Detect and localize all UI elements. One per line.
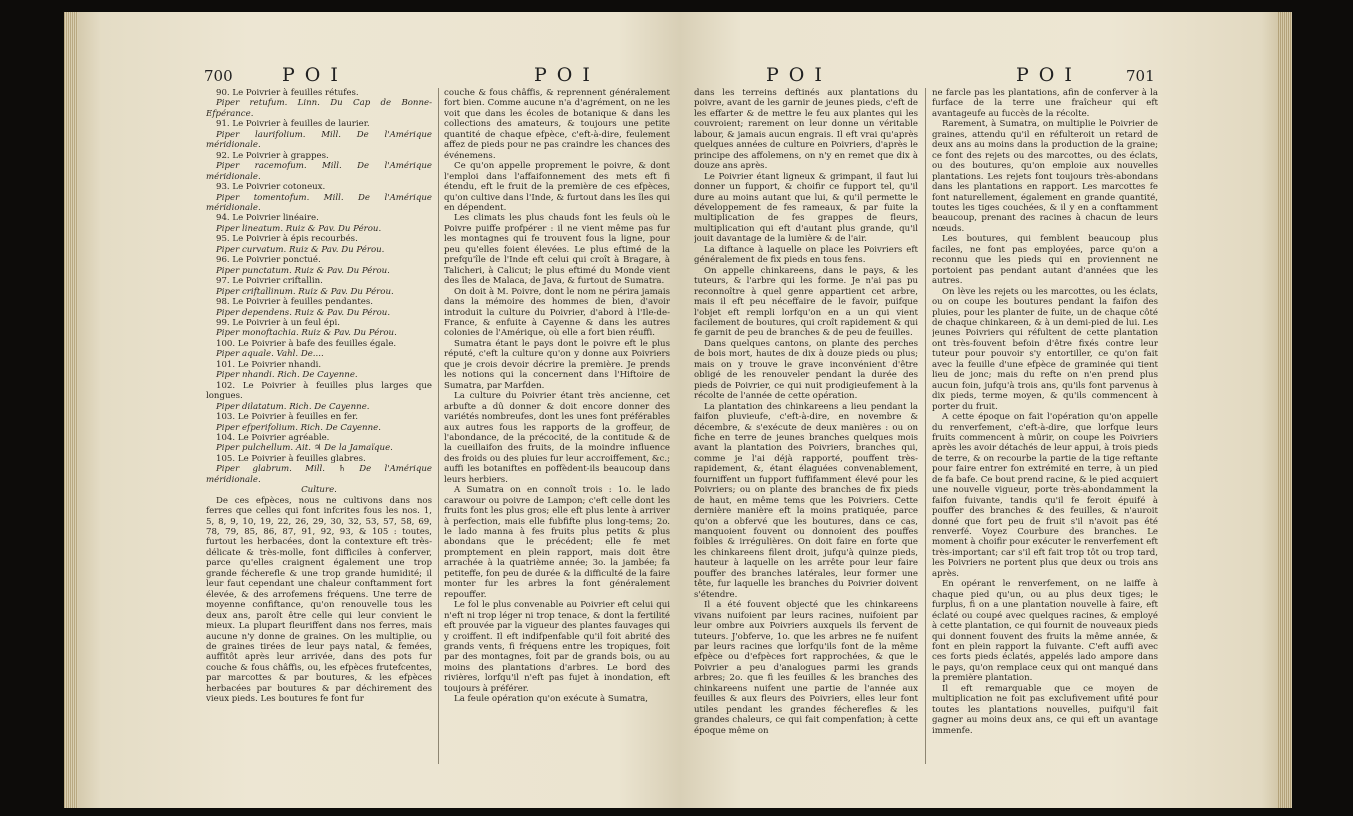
- left-running-head-2: POI: [534, 64, 600, 86]
- paragraph: Il a été fouvent objecté que les chinkareens vivans nuifoient par leurs racines, nuifoient par leur ombre aux Poivriers auxquels ils fervent de tuteurs. J'obferve, 1o. que les arbres ne fe nuifent par leurs racines que lorfqu'ils font de la même efpèce ou d'efpèces fort rapprochées, & que le Poivrier a peu d'analogues parmi les grands arbres; 2o. que fi les feuilles & les branches des chinkareens nuifent une partie de l'année aux feuilles & aux fleurs des Poivriers, elles leur font utiles pendant les grandes fécherefles & les grandes chaleurs, ce qui fait compenfation; à cette époque même on: [694, 600, 918, 736]
- paragraph: Piper laurifolium. Mill. De l'Amérique méridionale.: [206, 129, 432, 151]
- right-column-1: [694, 88, 918, 768]
- paragraph: Piper criftallinum. Ruiz & Pav. Du Pérou.: [216, 286, 394, 297]
- left-column-2: [444, 88, 670, 768]
- paragraph: 102. Le Poivrier à feuilles plus larges que longues.: [206, 380, 432, 402]
- paragraph: Piper efperifolium. Rich. De Cayenne.: [216, 422, 381, 433]
- right-page-header: [680, 64, 1292, 86]
- paragraph: A Sumatra on en connoît trois : 1o. le lado carawour ou poivre de Lampon; c'eft celle dont les fruits font les plus gros; elle eft plus lente à arriver à perfection, mais elle fubfifte plus long-tems; 2o. le lado manna à fes fruits plus petits & plus abondans que le précédent; elle fe met promptement en plein rapport, mais doit être arrachée à la quatrième année; 3o. la jambée; fa petiteffe, fon peu de durée & la difficulté de la faire monter fur les arbres la font généralement repouffer.: [444, 485, 670, 600]
- paragraph: 93. Le Poivrier cotoneux.: [216, 182, 326, 193]
- paragraph: Culture.: [301, 485, 337, 496]
- paragraph: Il eft remarquable que ce moyen de multiplication ne foit pas exclufivement ufité pour toutes les plantations nouvelles, puifqu'il fait gagner au moins deux ans, ce qui eft un avantage immenfe.: [932, 683, 1158, 736]
- paragraph: 95. Le Poivrier à épis recourbés.: [216, 234, 358, 245]
- right-running-head-2: POI: [1016, 64, 1082, 86]
- paragraph: Piper aquale. Vahl. De....: [216, 349, 324, 360]
- paragraph: 94. Le Poivrier linéaire.: [216, 213, 319, 224]
- paragraph: 98. Le Poivrier à feuilles pendantes.: [216, 297, 374, 308]
- paragraph: Piper dependens. Ruiz & Pav. Du Pérou.: [216, 307, 391, 318]
- paragraph: Piper racemofum. Mill. De l'Amérique méridionale.: [206, 161, 432, 182]
- paragraph: Piper nhandi. Rich. De Cayenne.: [216, 370, 358, 381]
- paragraph: Le fol le plus convenable au Poivrier eft celui qui n'eft ni trop léger ni trop tenace, & dont la fertilité eft prouvée par la vigueur des plantes fauvages qui y croiffent. Il eft indifpenfable qu'il foit abrité des grands vents, fi fréquens entre les tropiques, foit par des montagnes, foit par de grands bois, ou au moins des plantations d'arbres. Le bord des rivières, lorfqu'il n'eft pas fujet à inondation, eft toujours à préférer.: [444, 600, 670, 694]
- paragraph: On doit à M. Poivre, dont le nom ne périra jamais dans la mémoire des hommes de bien, d'avoir introduit la culture du Poivrier, d'abord à l'Ile-de-France, & enfuite à Cayenne & dans les autres colonies de l'Amérique, où elle a fort bien réuffi.: [444, 286, 670, 339]
- paragraph: Sumatra étant le pays dont le poivre eft le plus réputé, c'eft la culture qu'on y donne aux Poivriers que je crois devoir décrire la première. Je prends les notions qui la concernent dans l'Hiftoire de Sumatra, par Marfden.: [444, 338, 670, 391]
- paragraph: Piper monoftachia. Ruiz & Pav. Du Pérou.: [216, 328, 397, 339]
- right-page-number: 701: [1126, 67, 1155, 85]
- paragraph: En opérant le renverfement, on ne laiffe à chaque pied qu'un, ou au plus deux tiges; le furplus, fi on a une plantation nouvelle à faire, eft éclaté ou coupé avec quelques racines, & employé à cette plantation, ce qui fournit de nouveaux pieds qui donnent fouvent des fruits la même année, & font en plein rapport la fuivante. C'eft auffi avec ces forts pieds éclatés, appelés lado ampore dans le pays, qu'on remplace ceux qui ont manqué dans la première plantation.: [932, 579, 1158, 684]
- paragraph: dans les terreins deftinés aux plantations du poivre, avant de les garnir de jeunes pieds, c'eft de les effarter & de mettre le feu aux plantes qui les couvroient; rarement on leur donne un véritable labour, & jamais aucun engrais. Il eft vrai qu'après quelques années de culture en Poivriers, d'après le principe des affolemens, on n'y en remet que dix à douze ans après.: [694, 88, 918, 172]
- paragraph: 100. Le Poivrier à bafe des feuilles égale.: [216, 338, 397, 349]
- paragraph: 103. Le Poivrier à feuilles en fer.: [216, 412, 359, 423]
- paragraph: Piper tomentofum. Mill. De l'Amérique méridionale.: [206, 192, 432, 213]
- paragraph: 105. Le Poivrier à feuilles glabres.: [216, 453, 366, 464]
- paragraph: Piper curvatum. Ruiz & Pav. Du Pérou.: [216, 244, 385, 255]
- paragraph: couche & fous châffis, & reprennent généralement fort bien. Comme aucune n'a d'agrément, on ne les voit que dans les écoles de botanique & dans les collections des amateurs, & toujours une petite quantité de chaque efpèce, c'eft-à-dire, feulement affez de pieds pour ne pas craindre les chances des événemens.: [444, 88, 670, 161]
- paragraph: 101. Le Poivrier nhandi.: [216, 359, 322, 370]
- paragraph: 104. Le Poivrier agréable.: [216, 432, 330, 443]
- paragraph: 90. Le Poivrier à feuilles rétufes.: [216, 88, 359, 98]
- paragraph: Le Poivrier étant ligneux & grimpant, il faut lui donner un fupport, & choifir ce fupport tel, qu'il dure au moins autant que lui, & qu'il permette le développement de fes rameaux, & par fuite la multiplication de fes grappes de fleurs, multiplication qui eft d'autant plus grande, qu'il jouit davantage de la lumière & de l'air.: [694, 171, 918, 245]
- paragraph: 96. Le Poivrier ponctué.: [216, 255, 321, 266]
- left-running-head-1: POI: [282, 64, 348, 86]
- page-edge-right: [1278, 12, 1292, 808]
- right-running-head-1: POI: [766, 64, 832, 86]
- paragraph: ne farcle pas les plantations, afin de conferver à la furface de la terre une fraîcheur qui eft avantageufe au fuccès de la récolte.: [932, 88, 1158, 119]
- paragraph: On appelle chinkareens, dans le pays, & les tuteurs, & l'arbre qui les forme. Je n'ai pas pu reconnoître à quel genre appartient cet arbre, mais il eft peu néceffaire de le favoir, puifque l'objet eft rempli lorfqu'on en a un qui vient facilement de boutures, qui croît rapidement & qui fe garnit de peu de branches & de peu de feuilles.: [694, 265, 918, 339]
- paragraph: Dans quelques cantons, on plante des perches de bois mort, hautes de dix à douze pieds ou plus; mais on y trouve le grave inconvénient d'être obligé de les renouveler pendant la durée des pieds de Poivrier, ce qui nuit prodigieufement à la récolte de l'année de cette opération.: [694, 338, 918, 402]
- paragraph: 97. Le Poivrier criftallin.: [216, 276, 323, 287]
- paragraph: Piper pulchellum. Ait. ♃ De la Jamaïque.: [216, 443, 393, 454]
- column-rule: [438, 88, 439, 764]
- left-page-number: 700: [204, 67, 233, 85]
- paragraph: Les climats les plus chauds font les feuls où le Poivre puiffe profpérer : il ne vient même pas fur les montagnes qui fe trouvent fous la ligne, pour peu qu'elles foient élevées. Le plus eftimé de la prefqu'île de l'Inde eft celui qui croît à Bragare, à Talicheri, à Calicut; le plus eftimé du Monde vient des îles de Malaca, de Java, & furtout de Sumatra.: [444, 213, 670, 287]
- right-column-2: [932, 88, 1158, 768]
- paragraph: Rarement, à Sumatra, on multiplie le Poivrier de graines, attendu qu'il en réfulteroit un retard de deux ans au moins dans la production de la graine; ce font des rejets ou des marcottes, ou des éclats, ou des boutures, qu'on emploie aux nouvelles plantations. Les rejets font toujours très-abondans dans les plantations en rapport. Les marcottes fe font naturellement, également en grande quantité, toutes les tiges couchées, & il y en a conftamment beaucoup, prenant des racines à chacun de leurs nœuds.: [932, 119, 1158, 234]
- column-rule: [925, 88, 926, 764]
- paragraph: Les boutures, qui femblent beaucoup plus faciles, ne font pas employées, parce qu'on a reconnu que les pieds qui en proviennent ne portoient pas pendant autant d'années que les autres.: [932, 234, 1158, 287]
- left-column-1: [206, 88, 432, 768]
- paragraph: Piper retufum. Linn. Du Cap de Bonne-Efpérance.: [206, 98, 432, 119]
- paragraph: De ces efpèces, nous ne cultivons dans nos ferres que celles qui font infcrites fous les nos. 1, 5, 8, 9, 10, 19, 22, 26, 29, 30, 32, 53, 57, 58, 69, 78, 79, 85, 86, 87, 91, 92, 93, & 105 : toutes, furtout les herbacées, dont la contexture eft très-délicate & très-molle, font difficiles à conferver, parce qu'elles craignent également une trop grande fécherefle & une trop grande humidité; il leur faut cependant une chaleur conftamment fort élevée, & des arrofemens fréquens. Une terre de moyenne confiftance, qu'on renouvelle tous les deux ans, paroît être celle qui leur convient le mieux. La plupart fleuriffent dans nos ferres, mais aucune n'y donne de graines. On les multiplie, ou de graines tirées de leur pays natal, & femées, auffitôt après leur arrivée, dans des pots fur couche & fous châffis, ou, les efpèces frutefcentes, par marcottes & par boutures, & les efpèces herbacées par boutures & par déchirement des vieux pieds. Les boutures fe font fur: [206, 495, 432, 705]
- paragraph: On lève les rejets ou les marcottes, ou les éclats, ou on coupe les boutures pendant la faifon des pluies, pour les planter de fuite, un de chaque côté de chaque chinkareen, & à un demi-pied de lui. Les jeunes Poivriers qui réfultent de cette plantation ont très-fouvent befoin d'être fixés contre leur tuteur pour pouvoir s'y entortiller, ce qu'on fait avec la feuille d'une efpèce de graminée qui tient lieu de jonc; mais du refte on n'en prend plus aucun foin, jufqu'à trois ans, qu'ils font parvenus à dix pieds, terme moyen, & qu'ils commencent à porter du fruit.: [932, 286, 1158, 412]
- paragraph: La plantation des chinkareens a lieu pendant la faifon pluvieufe, c'eft-à-dire, en novembre & décembre, & s'exécute de deux manières : ou on fiche en terre de jeunes branches quelques mois avant la plantation des Poivriers, branches qui, comme je l'ai déjà rapporté, pouffent très-rapidement, &, étant élaguées convenablement, fourniffent un fupport fuffifamment élevé pour les Poivriers; ou on plante des branches de fix pieds de haut, en même tems que les Poivriers. Cette dernière manière eft la moins pratiquée, parce qu'on a obfervé que les boutures, dans ce cas, manquoient fouvent ou donnoient des pouffes foibles & irrégulières. On doit faire en forte que les chinkareens filent droit, jufqu'à quinze pieds, hauteur à laquelle on les arrête pour leur faire pouffer des branches latérales, leur former une tête, fur laquelle les branches du Poivrier doivent s'étendre.: [694, 401, 918, 600]
- paragraph: Piper dilatatum. Rich. De Cayenne.: [216, 401, 370, 412]
- page-edge-left: [64, 12, 78, 808]
- paragraph: La culture du Poivrier étant très ancienne, cet arbufte a dû donner & doit encore donner des variétés nombreufes, dont les unes font préférables aux autres fous les rapports de la groffeur, de l'abondance, de la précocité, de la contitude & de la cueillaifon des fruits, de la moindre influence des froids ou des pluies fur leur accroiffement, &c.; auffi les botaniftes en poffèdent-ils beaucoup dans leurs herbiers.: [444, 391, 670, 485]
- right-page: [680, 12, 1292, 808]
- left-page-header: [64, 64, 680, 86]
- open-book: [64, 12, 1292, 808]
- paragraph: Piper lineatum. Ruiz & Pav. Du Pérou.: [216, 223, 382, 234]
- paragraph: Ce qu'on appelle proprement le poivre, & dont l'emploi dans l'affaifonnement des mets eft fi étendu, eft le fruit de la première de ces efpèces, qu'on cultive dans l'Inde, & furtout dans les îles qui en dépendent.: [444, 161, 670, 213]
- paragraph: 92. Le Poivrier à grappes.: [216, 150, 329, 161]
- paragraph: Piper glabrum. Mill. ♄ De l'Amérique méridionale.: [206, 464, 432, 485]
- paragraph: 91. Le Poivrier à feuilles de laurier.: [216, 119, 370, 130]
- paragraph: La diftance à laquelle on place les Poivriers eft généralement de fix pieds en tous fens.: [694, 244, 918, 266]
- paragraph: 99. Le Poivrier à un feul épi.: [216, 317, 340, 328]
- paragraph: La feule opération qu'on exécute à Sumatra,: [454, 694, 649, 705]
- left-page: [64, 12, 680, 808]
- paragraph: Piper punctatum. Ruiz & Pav. Du Pérou.: [216, 265, 390, 276]
- paragraph: A cette époque on fait l'opération qu'on appelle du renverfement, c'eft-à-dire, que lorfque leurs fruits commencent à mûrir, on coupe les Poivriers après les avoir détachés de leur appui, à trois pieds de terre, & on recourbe la partie de la tige reftante pour faire entrer fon extrémité en terre, à un pied de fa bafe. Ce bout prend racine, & le pied acquiert une nouvelle vigueur, porte très-abondamment la faifon fuivante, tandis qu'il fe feroit épuifé à pouffer des branches & des feuilles, & n'auroit donné que fort peu de fruit s'il n'avoit pas été renverfé. Voyez Courbure des branches. Le moment à choifir pour exécuter le renverfement eft très-important; car s'il eft fait trop tôt ou trop tard, les Poivriers ne portent plus que deux ou trois ans après.: [932, 412, 1158, 579]
